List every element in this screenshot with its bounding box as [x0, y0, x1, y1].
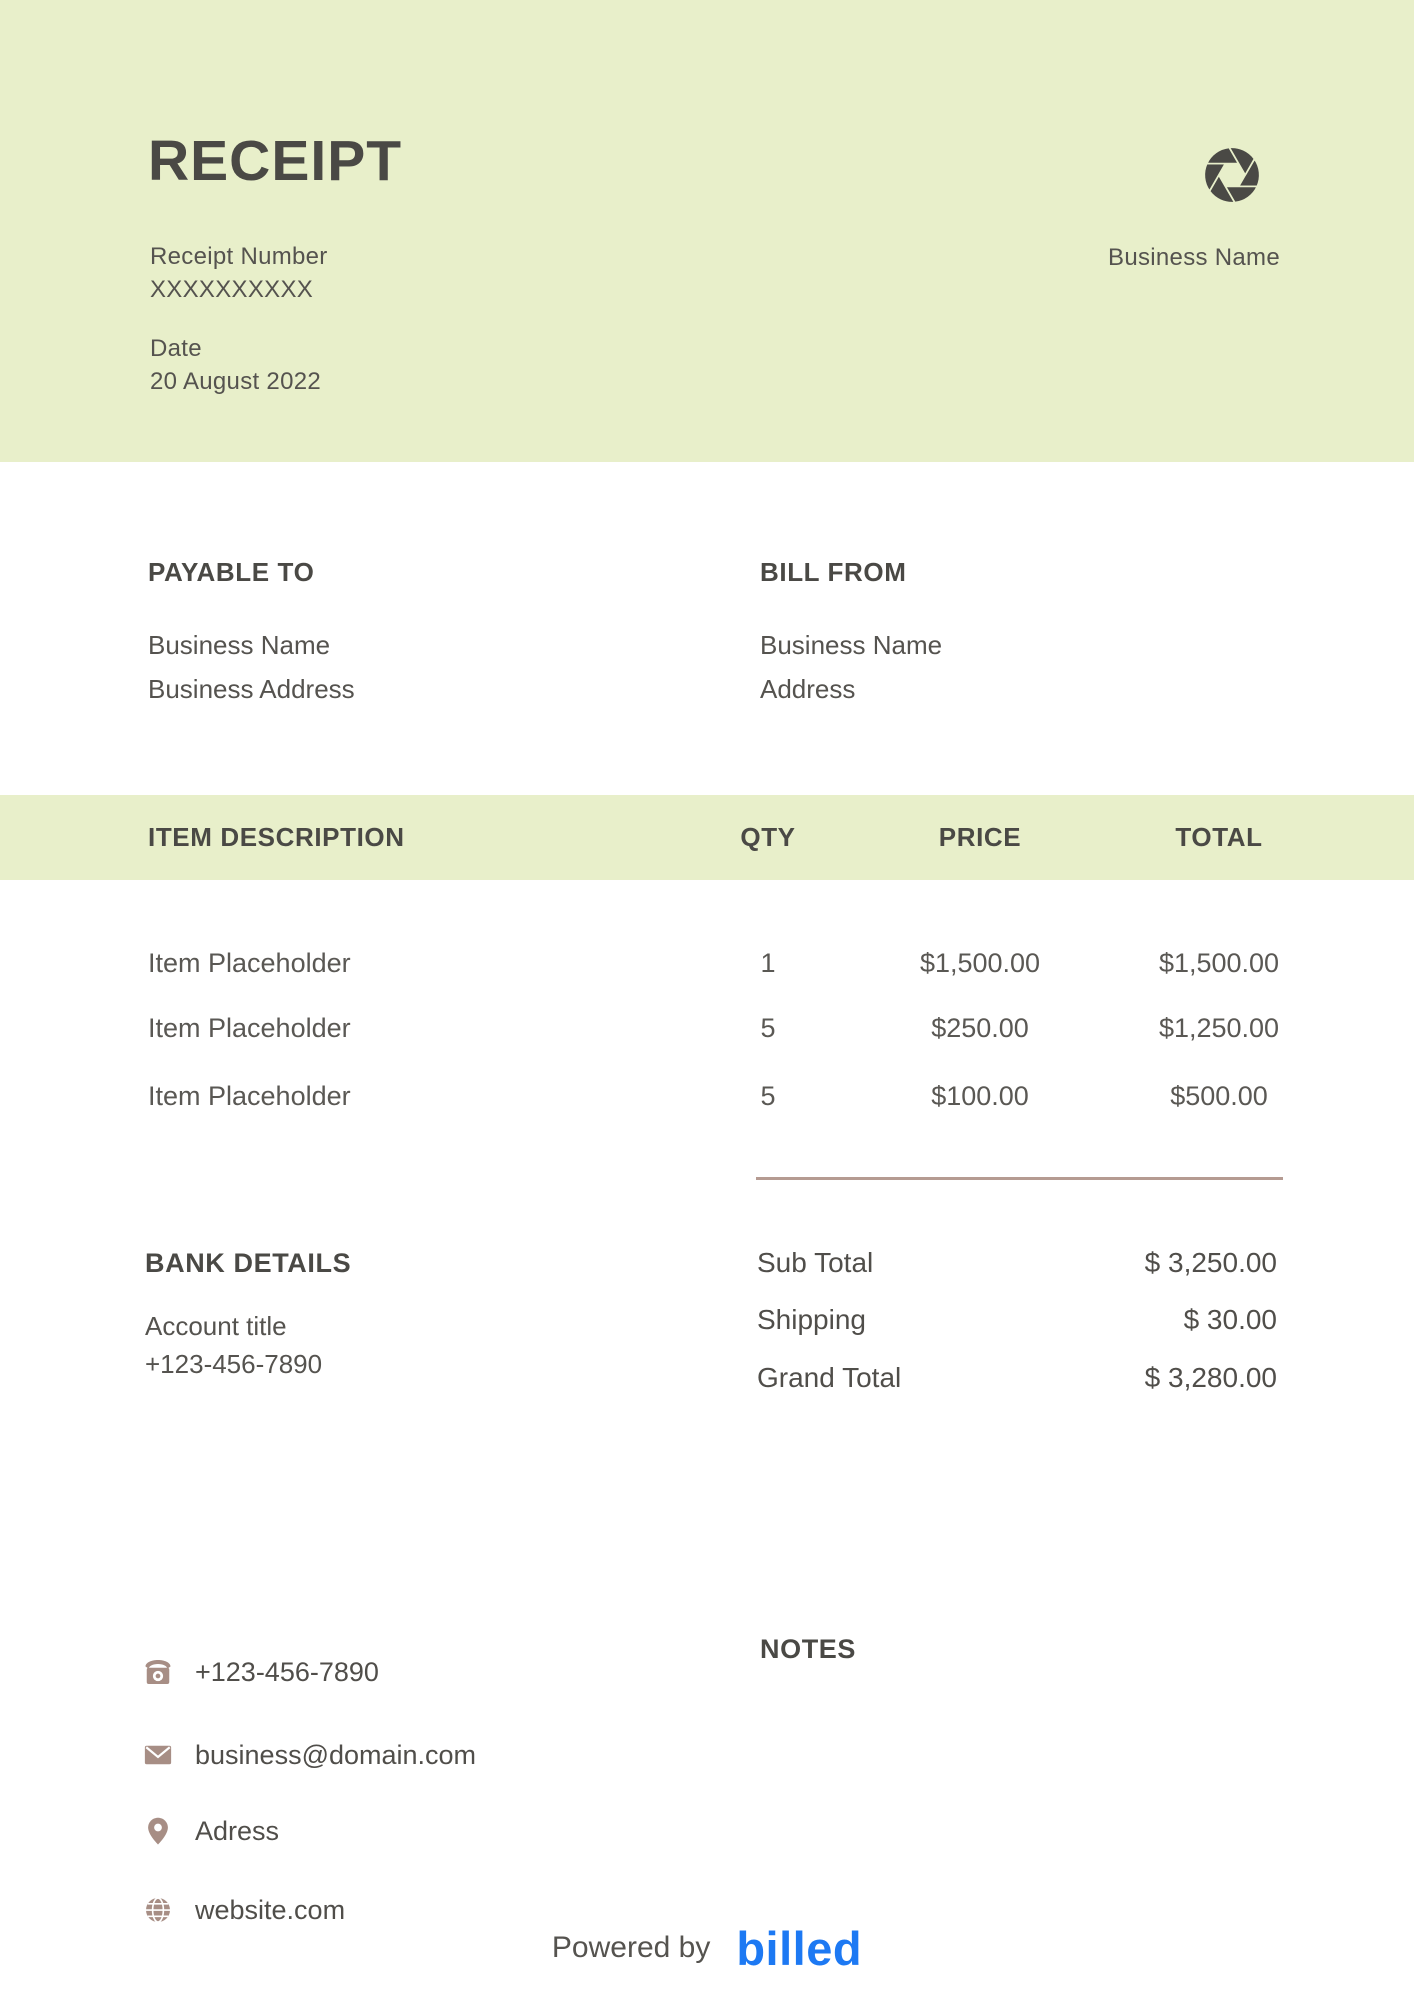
bank-details-section — [145, 1248, 351, 1383]
item-price: $250.00 — [931, 1013, 1029, 1043]
shipping-value: $ 30.00 — [1183, 1304, 1277, 1335]
bank-details-heading: BANK DETAILS — [145, 1248, 352, 1278]
contact-phone-row — [143, 1652, 379, 1692]
billed-logo: billed — [736, 1921, 863, 1975]
payable-to-name: Business Name — [148, 630, 331, 660]
bill-from-name: Business Name — [760, 630, 943, 660]
column-header-price: PRICE — [938, 822, 1022, 852]
grand-total-value: $ 3,280.00 — [1144, 1362, 1277, 1393]
item-description: Item Placeholder — [148, 948, 351, 978]
receipt-number-value: XXXXXXXXXX — [150, 276, 314, 303]
item-price: $1,500.00 — [919, 948, 1041, 978]
date-block — [150, 332, 321, 398]
bill-from-address: Address — [760, 674, 856, 704]
payable-to-address: Business Address — [148, 674, 355, 704]
contact-website-text: website.com — [195, 1894, 346, 1925]
phone-icon — [143, 1657, 173, 1687]
item-total: $500.00 — [1170, 1081, 1268, 1111]
table-row — [0, 1011, 1414, 1045]
column-header-item-description: ITEM DESCRIPTION — [148, 822, 405, 852]
payable-to-heading: PAYABLE TO — [148, 557, 315, 587]
payable-to-section — [148, 557, 355, 711]
subtotal-label: Sub Total — [757, 1247, 874, 1278]
date-value: 20 August 2022 — [150, 368, 322, 395]
grand-total-label: Grand Total — [757, 1362, 902, 1393]
location-pin-icon — [143, 1816, 173, 1846]
shipping-row — [757, 1302, 1277, 1338]
table-row — [0, 1079, 1414, 1113]
item-qty: 5 — [760, 1013, 776, 1043]
item-price: $100.00 — [931, 1081, 1029, 1111]
column-header-total: TOTAL — [1175, 822, 1263, 852]
aperture-icon — [1199, 142, 1265, 208]
item-qty: 5 — [760, 1081, 776, 1111]
date-label: Date — [150, 335, 202, 362]
contact-email-text: business@domain.com — [195, 1739, 477, 1770]
bill-from-heading: BILL FROM — [760, 557, 907, 587]
item-description: Item Placeholder — [148, 1081, 351, 1111]
column-header-qty: QTY — [740, 822, 796, 852]
contact-address-text: Adress — [195, 1815, 280, 1846]
item-total: $1,250.00 — [1158, 1013, 1280, 1043]
subtotal-row — [757, 1245, 1277, 1281]
powered-by-label: Powered by — [551, 1931, 711, 1964]
bill-from-section — [760, 557, 942, 711]
email-icon — [143, 1740, 173, 1770]
bank-account-title: Account title — [145, 1311, 287, 1341]
bank-account-number: +123-456-7890 — [145, 1349, 323, 1379]
item-description: Item Placeholder — [148, 1013, 351, 1043]
contact-address-row — [143, 1811, 279, 1851]
item-total: $1,500.00 — [1158, 948, 1280, 978]
receipt-number-label: Receipt Number — [150, 243, 328, 270]
table-row — [0, 946, 1414, 980]
shipping-label: Shipping — [757, 1304, 866, 1335]
totals-divider — [756, 1177, 1283, 1180]
contact-email-row — [143, 1735, 476, 1775]
grand-total-row — [757, 1360, 1277, 1396]
receipt-number-block — [150, 240, 328, 306]
notes-heading: NOTES — [760, 1634, 857, 1664]
page-title: RECEIPT — [148, 129, 403, 193]
subtotal-value: $ 3,250.00 — [1144, 1247, 1277, 1278]
contact-phone-text: +123-456-7890 — [195, 1656, 379, 1687]
footer — [0, 1908, 1414, 1988]
header-business-name: Business Name — [1108, 244, 1280, 271]
item-qty: 1 — [760, 948, 776, 978]
